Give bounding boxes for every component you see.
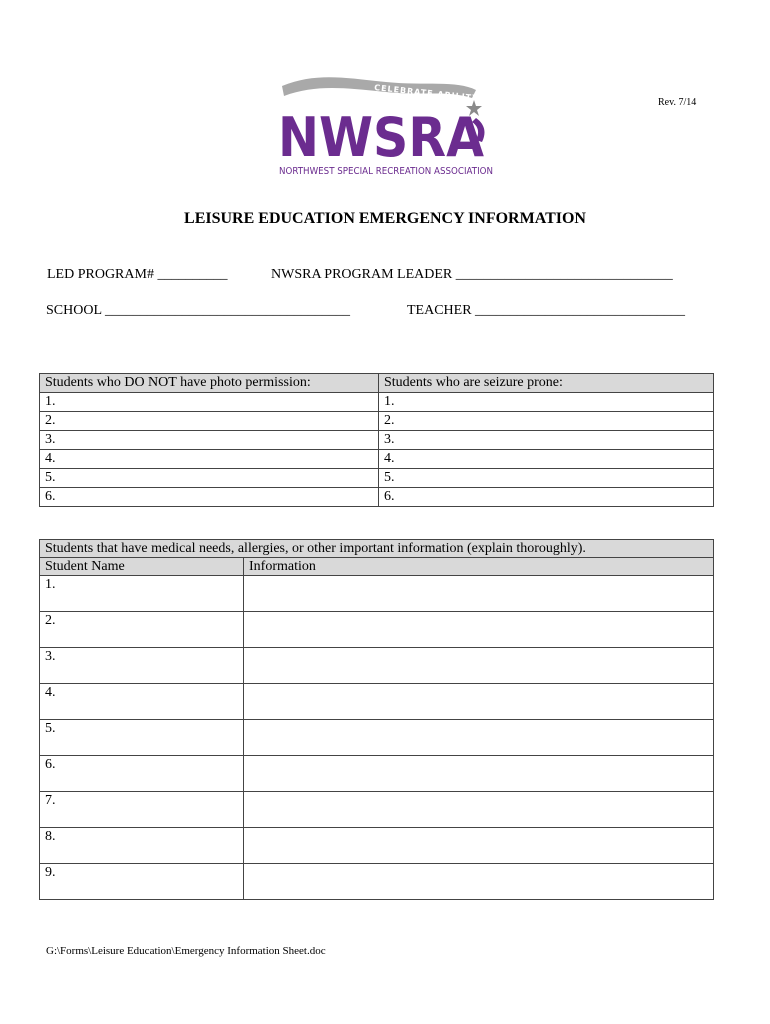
page-title: LEISURE EDUCATION EMERGENCY INFORMATION [184, 210, 586, 227]
student-name-cell[interactable]: 2. [40, 612, 244, 648]
student-name-cell[interactable]: 1. [40, 576, 244, 612]
school-field[interactable]: SCHOOL ___________________________________ [46, 303, 350, 318]
table-caption-row [40, 540, 714, 558]
student-name-cell[interactable]: 8. [40, 828, 244, 864]
program-leader-field[interactable]: NWSRA PROGRAM LEADER _______________________________ [271, 267, 673, 282]
information-header: Information [244, 558, 714, 576]
file-path-footer: G:\Forms\Leisure Education\Emergency Information Sheet.doc [46, 945, 326, 957]
table-row [40, 792, 714, 828]
student-name-cell[interactable]: 7. [40, 792, 244, 828]
table-row [40, 720, 714, 756]
student-name-cell[interactable]: 3. [40, 648, 244, 684]
table-header-row [40, 374, 714, 393]
seizure-prone-header: Students who are seizure prone: [379, 374, 714, 393]
table-row [40, 864, 714, 900]
information-cell[interactable] [244, 756, 714, 792]
seizure-prone-cell[interactable]: 6. [379, 488, 714, 507]
table-row [40, 393, 714, 412]
seizure-prone-cell[interactable]: 5. [379, 469, 714, 488]
photo-permission-cell[interactable]: 3. [40, 431, 379, 450]
student-name-header: Student Name [40, 558, 244, 576]
medical-info-caption: Students that have medical needs, allergies, or other important information (explain thoroughly). [40, 540, 714, 558]
information-cell[interactable] [244, 864, 714, 900]
led-program-field[interactable]: LED PROGRAM# __________ [47, 267, 228, 282]
information-cell[interactable] [244, 684, 714, 720]
table-row [40, 469, 714, 488]
information-cell[interactable] [244, 720, 714, 756]
table-row [40, 488, 714, 507]
permissions-table [39, 373, 714, 507]
logo-tagline: CELEBRATE ABILITY [373, 83, 480, 103]
table-row [40, 684, 714, 720]
student-name-cell[interactable]: 4. [40, 684, 244, 720]
table-row [40, 431, 714, 450]
information-cell[interactable] [244, 828, 714, 864]
table-row [40, 450, 714, 469]
medical-info-table [39, 539, 714, 900]
information-cell[interactable] [244, 792, 714, 828]
table-row [40, 412, 714, 431]
table-row [40, 756, 714, 792]
photo-permission-header: Students who DO NOT have photo permission: [40, 374, 379, 393]
seizure-prone-cell[interactable]: 2. [379, 412, 714, 431]
seizure-prone-cell[interactable]: 3. [379, 431, 714, 450]
logo-subtitle: NORTHWEST SPECIAL RECREATION ASSOCIATION [279, 166, 493, 177]
information-cell[interactable] [244, 648, 714, 684]
table-header-row [40, 558, 714, 576]
revision-label: Rev. 7/14 [658, 97, 697, 108]
information-cell[interactable] [244, 576, 714, 612]
photo-permission-cell[interactable]: 4. [40, 450, 379, 469]
photo-permission-cell[interactable]: 1. [40, 393, 379, 412]
table-row [40, 576, 714, 612]
information-cell[interactable] [244, 612, 714, 648]
seizure-prone-cell[interactable]: 1. [379, 393, 714, 412]
logo-name: NWSRA [278, 106, 485, 169]
teacher-field[interactable]: TEACHER ______________________________ [407, 303, 686, 318]
seizure-prone-cell[interactable]: 4. [379, 450, 714, 469]
photo-permission-cell[interactable]: 5. [40, 469, 379, 488]
student-name-cell[interactable]: 6. [40, 756, 244, 792]
table-row [40, 612, 714, 648]
nwsra-logo [276, 70, 498, 180]
photo-permission-cell[interactable]: 2. [40, 412, 379, 431]
student-name-cell[interactable]: 5. [40, 720, 244, 756]
table-row [40, 648, 714, 684]
student-name-cell[interactable]: 9. [40, 864, 244, 900]
table-row [40, 828, 714, 864]
photo-permission-cell[interactable]: 6. [40, 488, 379, 507]
